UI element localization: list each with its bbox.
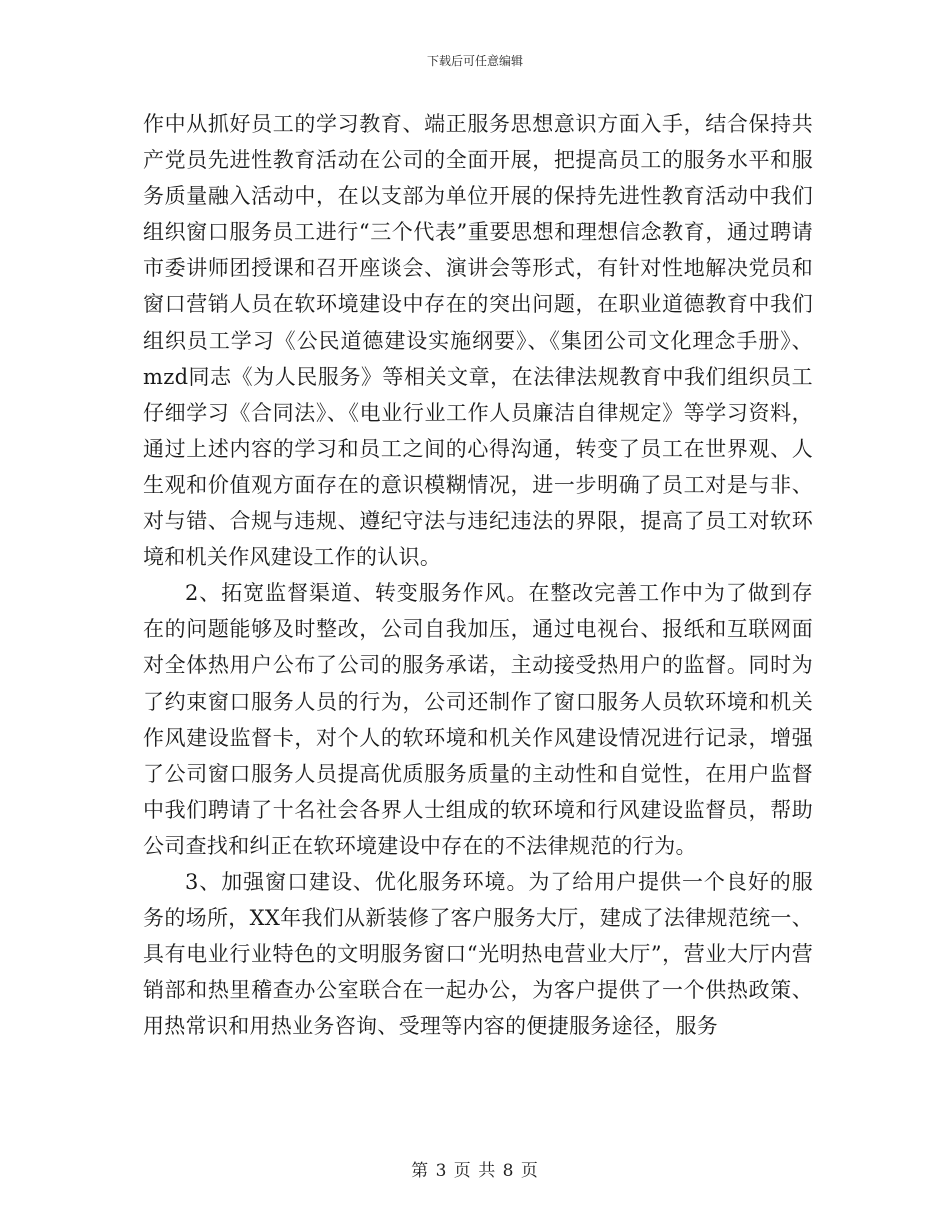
page-header-note: 下载后可任意编辑 (426, 54, 523, 68)
document-body (143, 106, 813, 1044)
paragraph-continuation: 作中从抓好员工的学习教育、端正服务思想意识方面入手，结合保持共产党员先进性教育活动在公司的全面开展，把提高员工的服务水平和服务质量融入活动中，在以支部为单位开展的保持先进性教育活动中我们组织窗口服务员工进行“三个代表”重要思想和理想信念教育，通过聘请市委讲师团授课和召开座谈会、演讲会等形式，有针对性地解决党员和窗口营销人员在软环境建设中存在的突出问题，在职业道德教育中我们组织员工学习《公民道德建设实施纲要》、《集团公司文化理念手册》、mzd同志《为人民服务》等相关文章，在法律法规教育中我们组织员工仔细学习《合同法》、《电业行业工作人员廉洁自律规定》等学习资料，通过上述内容的学习和员工之间的心得沟通，转变了员工在世界观、人生观和价值观方面存在的意识模糊情况，进一步明确了员工对是与非、对与错、合规与违规、遵纪守法与违纪违法的界限，提高了员工对软环境和机关作风建设工作的认识。 (143, 112, 813, 570)
page-number-footer: 第 3 页 共 8 页 (411, 1161, 539, 1181)
paragraph-item-2: 2、拓宽监督渠道、转变服务作风。在整改完善工作中为了做到存在的问题能够及时整改，公司自我加压，通过电视台、报纸和互联网面对全体热用户公布了公司的服务承诺，主动接受热用户的监督。同时为了约束窗口服务人员的行为，公司还制作了窗口服务人员软环境和机关作风建设监督卡，对个人的软环境和机关作风建设情况进行记录，增强了公司窗口服务人员提高优质服务质量的主动性和自觉性，在用户监督中我们聘请了十名社会各界人士组成的软环境和行风建设监督员，帮助公司查找和纠正在软环境建设中存在的不法律规范的行为。 (143, 581, 813, 858)
paragraph-item-3: 3、加强窗口建设、优化服务环境。为了给用户提供一个良好的服务的场所，XX年我们从新装修了客户服务大厅，建成了法律规范统一、具有电业行业特色的文明服务窗口“光明热电营业大厅”，营业大厅内营销部和热里稽查办公室联合在一起办公，为客户提供了一个供热政策、用热常识和用热业务咨询、受理等内容的便捷服务途径，服务 (143, 869, 813, 1039)
